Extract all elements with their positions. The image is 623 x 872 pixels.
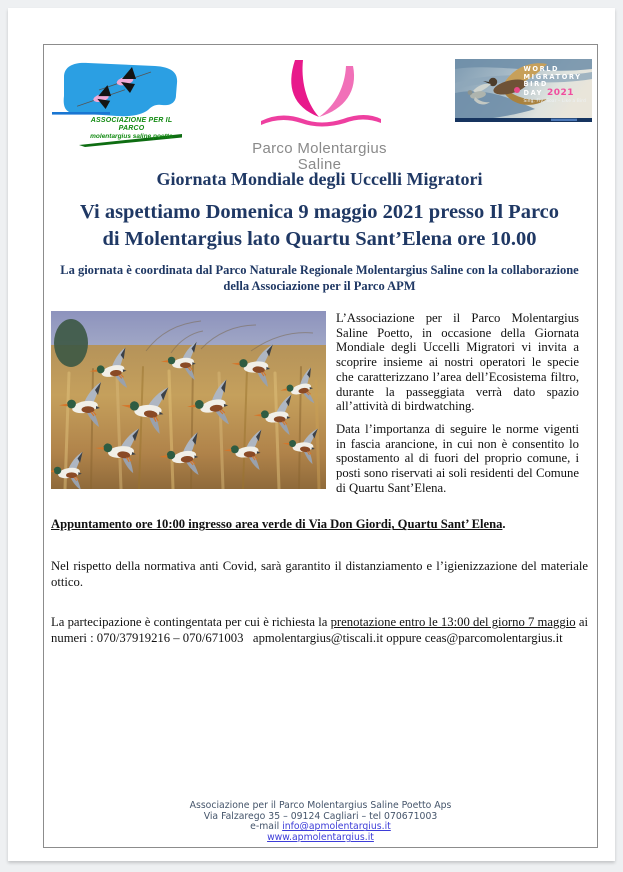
- participation-pre: La partecipazione è contingentata per cui è richiesta la: [51, 615, 331, 630]
- wmbd-word-world: WORLD: [523, 65, 560, 73]
- footer-address: Via Falzarego 35 – 09124 Cagliari – tel 070671003: [203, 810, 438, 822]
- wmbd-word-day: DAY: [523, 88, 544, 97]
- footer-website-line: [44, 833, 597, 844]
- association-logo: [51, 57, 184, 158]
- appointment-line: [51, 517, 588, 532]
- main-section: [51, 311, 588, 495]
- header-logos-row: [51, 57, 588, 173]
- footer-email-link[interactable]: info@apmolentargius.it: [282, 821, 391, 833]
- page-title: Giornata Mondiale degli Uccelli Migratori: [156, 169, 483, 189]
- footer-association-name: Associazione per il Parco Molentargius Saline Poetto Aps: [189, 799, 452, 811]
- description-column: [336, 311, 588, 495]
- coordination-note: [51, 263, 588, 294]
- park-logo-caption: Parco Molentargius Saline: [252, 140, 387, 173]
- association-subname: molentargius saline poetto: [90, 133, 173, 140]
- description-paragraph-2: Data l’importanza di seguire le norme vigenti in fascia arancione, in cui non è consentito lo spostamento al di fuori del proprio comune, i posti sono riservati ai soli residenti del Comune di Quartu Sant’Elena.: [336, 421, 579, 495]
- ducks-photo: [51, 311, 326, 489]
- association-logo-text: [79, 117, 184, 141]
- wmbd-year: 2021: [546, 87, 574, 98]
- wmbd-word-bird: BIRD: [523, 80, 548, 89]
- coordination-line2: della Associazione per il Parco APM: [223, 278, 416, 293]
- event-subtitle: [51, 199, 588, 252]
- participation-contacts: ai numeri : 070/37919216 – 070/671003 apmolentargius@tiscali.it oppure ceas@parcomolentargius.it: [51, 615, 588, 645]
- covid-note: Nel rispetto della normativa anti Covid, sarà garantito il distanziamento e l’igienizzazione del materiale ottico.: [51, 559, 588, 589]
- association-name: ASSOCIAZIONE PER IL PARCO: [90, 117, 173, 132]
- wmbd-text-block: [524, 66, 587, 104]
- coordination-line1: La giornata è coordinata dal Parco Naturale Regionale Molentargius Saline con la collaborazione: [60, 263, 579, 277]
- wmbd-word-migratory: MIGRATORY: [523, 72, 582, 81]
- footer: [44, 801, 597, 844]
- footer-email-label: e-mail: [250, 821, 283, 833]
- event-subtitle-line1: Vi aspettiamo Domenica 9 maggio 2021 presso Il Parco: [79, 201, 560, 223]
- participation-note: [51, 615, 588, 646]
- document-page: [8, 8, 615, 861]
- wmbd-banner: [455, 59, 592, 122]
- park-logo: [240, 59, 400, 173]
- pink-flamingo-icon: [257, 59, 383, 135]
- content-border-box: [43, 44, 598, 848]
- appointment-period: .: [502, 517, 506, 532]
- appointment-text: Appuntamento ore 10:00 ingresso area verde di Via Don Giordi, Quartu Sant’ Elena: [51, 517, 503, 532]
- event-subtitle-line2: di Molentargius lato Quartu Sant’Elena ore 10.00: [102, 227, 537, 250]
- footer-website-link[interactable]: www.apmolentargius.it: [267, 832, 374, 844]
- wmbd-tagline: Sing, Fly, Soar – Like a Bird: [523, 97, 586, 103]
- participation-deadline: prenotazione entro le 13:00 del giorno 7 maggio: [330, 615, 576, 630]
- description-paragraph-1: L’Associazione per il Parco Molentargius Saline Poetto, in occasione della Giornata Mondiale degli Uccelli Migratori vi invita a scoprire insieme ai nostri operatori le specie che caratterizzano l’area dell’Ecosistema filtro, durante la passeggiata verrà dato spazio all’attività di birdwatching.: [336, 311, 579, 414]
